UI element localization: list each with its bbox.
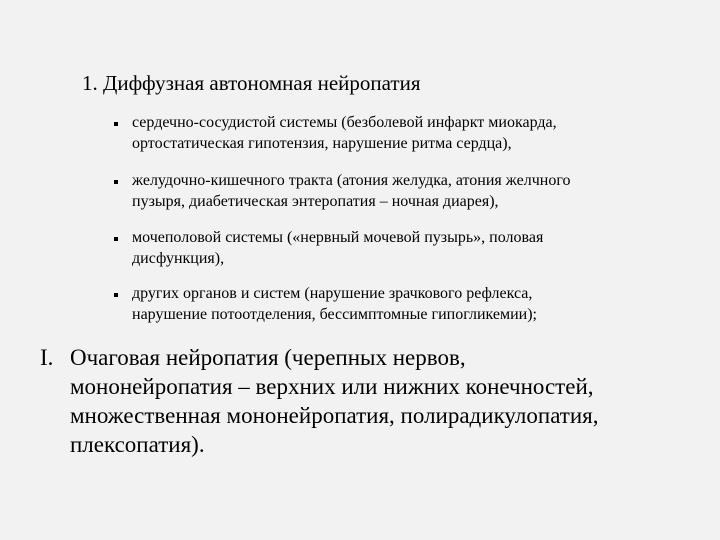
bullet-list [110,112,690,341]
section-2 [40,343,700,459]
section-1-title: 1. Диффузная автономная нейропатия [82,71,421,95]
section-2-line: Очаговая нейропатия (черепных нервов, [70,345,466,370]
list-item-line: других органов и систем (нарушение зрачкового рефлекса, [132,285,533,302]
list-item-line: нарушение потоотделения, бессимптомные гипогликемии); [132,306,537,323]
section-2-text [40,343,700,459]
square-bullet-icon [114,237,118,241]
list-item-line: сердечно-сосудистой системы (безболевой инфаркт миокарда, [132,114,557,131]
section-2-line: множественная мононейропатия, полирадикулопатия, [70,403,599,428]
square-bullet-icon [114,122,118,126]
list-item-line: мочеполовой системы («нервный мочевой пузырь», половая [132,229,544,246]
list-item [110,170,690,212]
section-2-line: мононейропатия – верхних или нижних конечностей, [70,374,594,399]
square-bullet-icon [114,180,118,184]
list-item [110,112,690,154]
list-item [110,283,690,325]
list-item-line: пузыря, диабетическая энтеропатия – ночная диарея), [132,193,499,210]
square-bullet-icon [114,293,118,297]
section-2-number: I. [40,345,54,370]
list-item [110,227,690,269]
section-2-line: плексопатия). [70,432,205,457]
list-item-line: дисфункция), [132,250,225,267]
list-item-line: желудочно-кишечного тракта (атония желудка, атония желчного [132,172,571,189]
list-item-line: ортостатическая гипотензия, нарушение ритма сердца), [132,135,512,152]
